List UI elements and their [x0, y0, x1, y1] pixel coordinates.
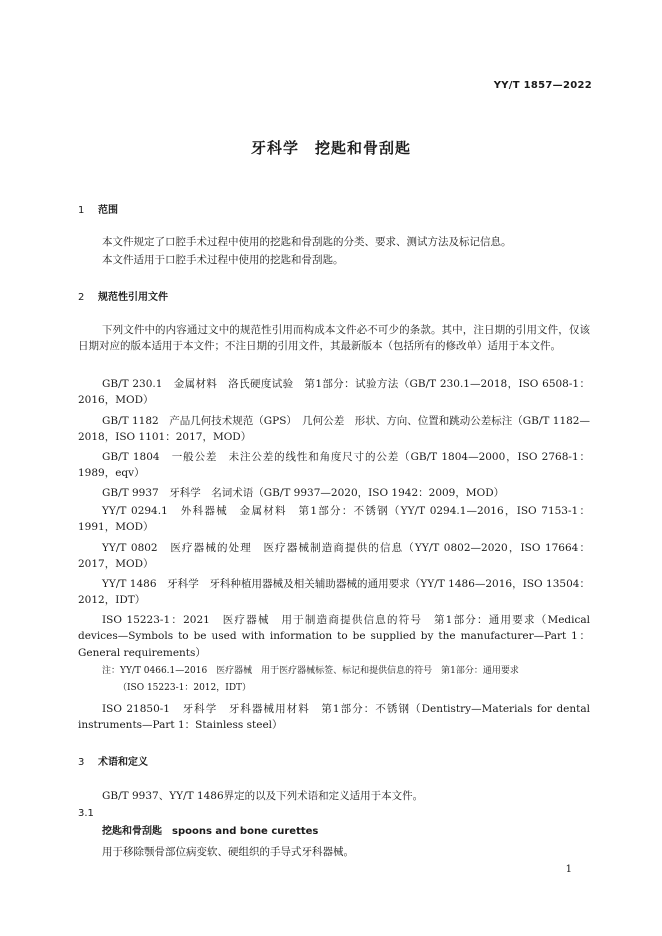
- term-title: 挖匙和骨刮匙 spoons and bone curettes: [102, 826, 319, 837]
- ref-item: GB/T 9937 牙科学 名词术语（GB/T 9937—2020，ISO 1942：2009，MOD）: [102, 487, 505, 499]
- ref-item: GB/T 1804 一般公差 未注公差的线性和角度尺寸的公差（GB/T 1804—2000，ISO 2768-1：1989，eqv）: [78, 451, 590, 480]
- ref-item: GB/T 1182 产品几何技术规范（GPS） 几何公差 形状、方向、位置和跳动公差标注（GB/T 1182—2018，ISO 1101：2017，MOD）: [78, 415, 590, 444]
- section-1-heading: [78, 203, 118, 219]
- section-number: 2: [78, 292, 85, 303]
- ref-item: GB/T 230.1 金属材料 洛氏硬度试验 第1部分：试验方法（GB/T 230.1—2018，ISO 6508-1：2016，MOD）: [78, 378, 590, 407]
- section-3-heading: [78, 755, 148, 771]
- section-title: 术语和定义: [98, 757, 148, 768]
- ref-item: YY/T 0802 医疗器械的处理 医疗器械制造商提供的信息（YY/T 0802—2020，ISO 17664：2017，MOD）: [78, 542, 590, 571]
- section-number: 1: [78, 205, 85, 216]
- ref-item: ISO 15223-1：2021 医疗器械 用于制造商提供信息的符号 第1部分：通用要求（Medical devices—Symbols to be used with information to be supplied by the manufacturer—Part 1：General requirements）: [78, 614, 590, 659]
- page-number: 1: [565, 864, 572, 875]
- ref-item: ISO 21850-1 牙科学 牙科器械用材料 第1部分：不锈钢（Dentistry—Materials for dental instruments—Part 1：Stainless steel）: [78, 703, 590, 732]
- section-2-heading: [78, 290, 168, 306]
- document-title: 牙科学 挖匙和骨刮匙: [250, 139, 411, 157]
- ref-item: YY/T 1486 牙科学 牙科种植用器械及相关辅助器械的通用要求（YY/T 1486—2016，ISO 13504：2012，IDT）: [78, 578, 590, 607]
- standard-number: YY/T 1857—2022: [493, 80, 592, 91]
- scope-paragraph-1: 本文件规定了口腔手术过程中使用的挖匙和骨刮匙的分类、要求、测试方法及标记信息。: [102, 236, 512, 248]
- section-title: 规范性引用文件: [98, 292, 168, 303]
- section-number: 3: [78, 757, 85, 768]
- terms-intro: GB/T 9937、YY/T 1486界定的以及下列术语和定义适用于本文件。: [102, 790, 424, 802]
- ref-item: YY/T 0294.1 外科器械 金属材料 第1部分：不锈钢（YY/T 0294.1—2016，ISO 7153-1：1991，MOD）: [78, 505, 590, 534]
- subclause-number: 3.1: [78, 808, 94, 819]
- scope-paragraph-2: 本文件适用于口腔手术过程中使用的挖匙和骨刮匙。: [102, 254, 344, 266]
- note-line-2: （ISO 15223-1：2012，IDT）: [118, 683, 252, 693]
- note-line-1: 注：YY/T 0466.1—2016 医疗器械 用于医疗器械标签、标记和提供信息的符号 第1部分：通用要求: [102, 666, 519, 676]
- term-definition: 用于移除颚骨部位病变软、硬组织的手导式牙科器械。: [102, 846, 354, 858]
- section-title: 范围: [98, 205, 118, 216]
- refs-intro: 下列文件中的内容通过文中的规范性引用而构成本文件必不可少的条款。其中，注日期的引用文件，仅该日期对应的版本适用于本文件；不注日期的引用文件，其最新版本（包括所有的修改单）适用于本文件。: [78, 324, 590, 353]
